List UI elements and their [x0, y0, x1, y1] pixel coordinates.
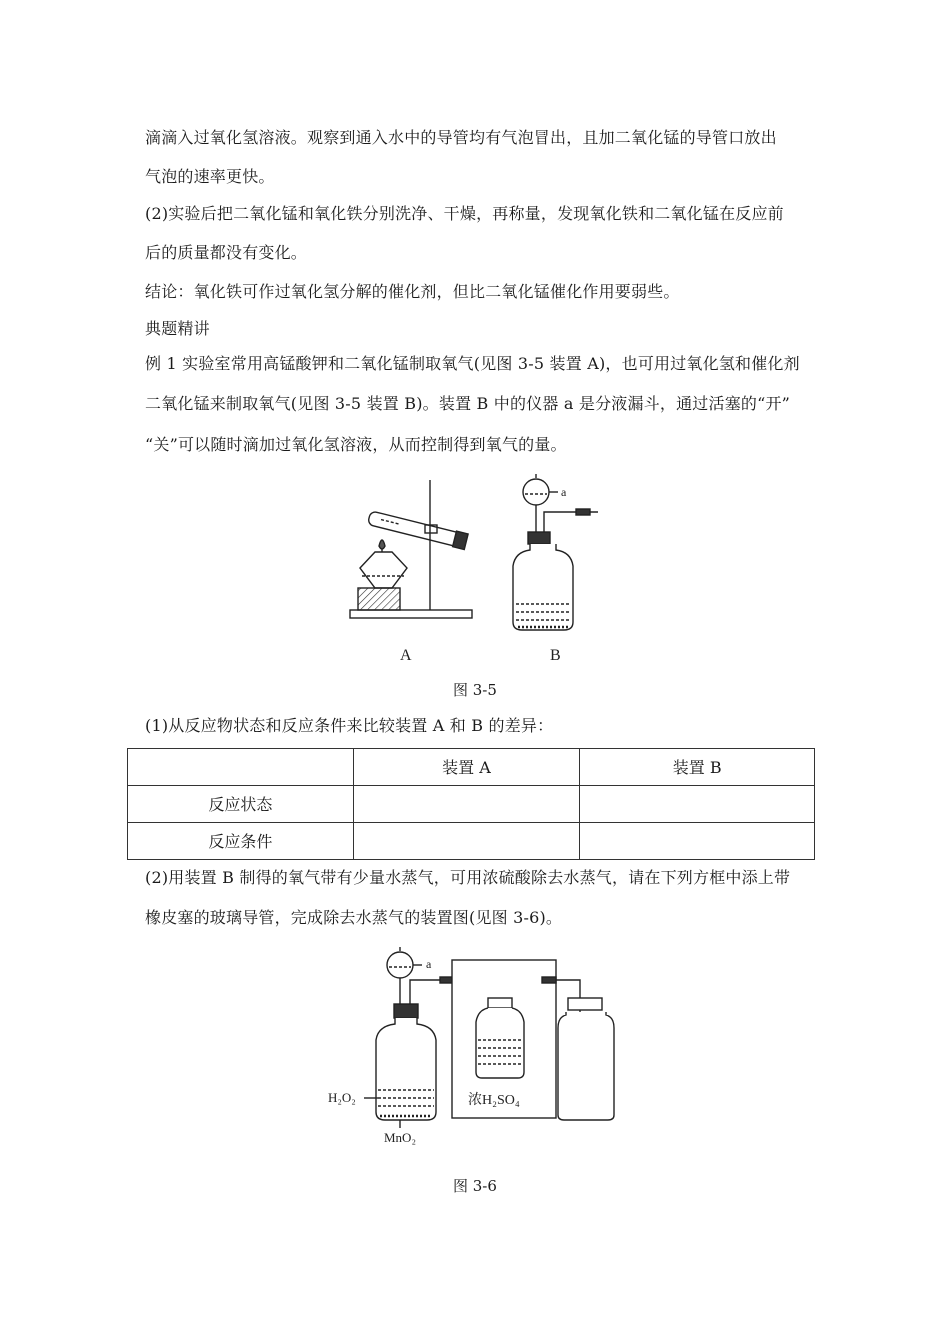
- table-row-label: 反应状态: [128, 786, 354, 823]
- answer-cell[interactable]: [580, 786, 815, 823]
- paragraph-line-1: 滴滴入过氧化氢溶液。观察到通入水中的导管均有气泡冒出，且加二氧化锰的导管口放出: [145, 128, 777, 147]
- conclusion-line: 结论：氧化铁可作过氧化氢分解的催化剂，但比二氧化锰催化作用要弱些。: [145, 282, 680, 301]
- figure-3-5: [330, 470, 630, 670]
- h2o2-label: H₂O₂: [328, 1090, 356, 1105]
- example-line-1: 例 1 实验室常用高锰酸钾和二氧化锰制取氧气(见图 3-5 装置 A)，也可用过氧化氢和催化剂: [145, 354, 800, 373]
- table-header-cell: 装置 A: [353, 749, 580, 786]
- question-1: (1)从反应物状态和反应条件来比较装置 A 和 B 的差异：: [145, 716, 554, 735]
- table-header-cell: 装置 B: [580, 749, 815, 786]
- table-row-label: 反应条件: [128, 823, 354, 860]
- figure1-caption: 图 3-5: [453, 681, 497, 699]
- paragraph-line-3: (2)实验后把二氧化锰和氧化铁分别洗净、干燥，再称量，发现氧化铁和二氧化锰在反应前: [145, 204, 784, 223]
- figure1-label-a: A: [400, 647, 412, 664]
- apparatus-b: [513, 474, 598, 630]
- example-line-3: “关”可以随时滴加过氧化氢溶液，从而控制得到氧气的量。: [145, 435, 567, 454]
- table-row: [128, 823, 815, 860]
- section-heading: 典题精讲: [145, 319, 210, 338]
- paragraph-line-2: 气泡的速率更快。: [145, 167, 275, 186]
- answer-cell[interactable]: [353, 823, 580, 860]
- figure2-caption: 图 3-6: [453, 1177, 497, 1195]
- paragraph-line-4: 后的质量都没有变化。: [145, 243, 308, 262]
- figure-3-6: [320, 940, 640, 1155]
- mno2-label: MnO₂: [384, 1130, 416, 1145]
- acid-label: 浓H₂SO₄: [468, 1093, 520, 1108]
- apparatus-a: [350, 480, 472, 618]
- answer-cell[interactable]: [353, 786, 580, 823]
- question-2-line-1: (2)用装置 B 制得的氧气带有少量水蒸气，可用浓硫酸除去水蒸气，请在下列方框中添上带: [145, 868, 791, 887]
- table-header-row: [128, 749, 815, 786]
- figure1-funnel-label: a: [561, 485, 567, 499]
- table-header-cell: [128, 749, 354, 786]
- question-2-line-2: 橡皮塞的玻璃导管，完成除去水蒸气的装置图(见图 3-6)。: [145, 908, 563, 927]
- comparison-table: [127, 748, 815, 860]
- figure2-funnel-label: a: [426, 957, 432, 971]
- table-row: [128, 786, 815, 823]
- answer-cell[interactable]: [580, 823, 815, 860]
- figure1-label-b: B: [550, 647, 561, 664]
- example-line-2: 二氧化锰来制取氧气(见图 3-5 装置 B)。装置 B 中的仪器 a 是分液漏斗，通过活塞的“开”: [145, 394, 791, 413]
